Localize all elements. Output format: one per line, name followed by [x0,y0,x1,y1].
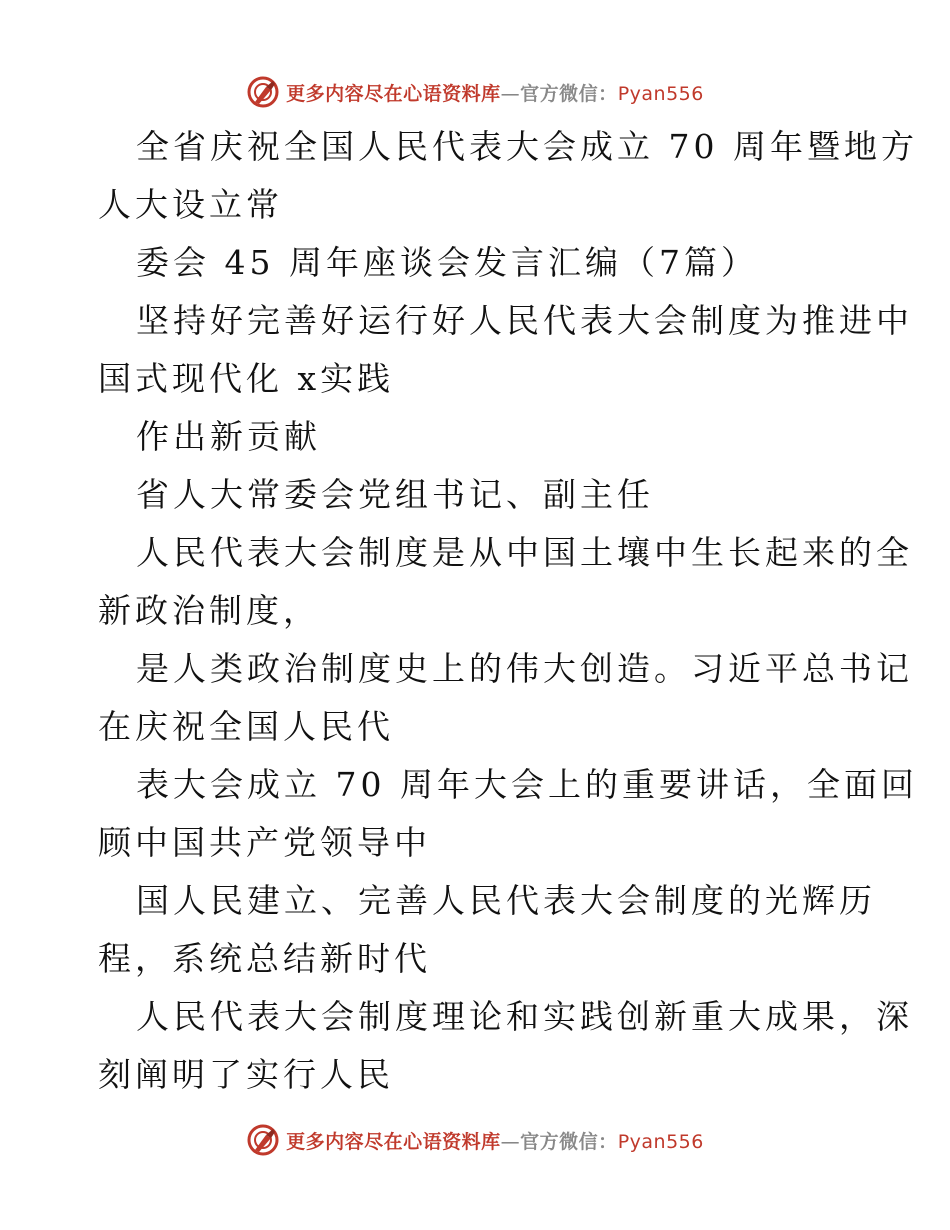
banner-wechat-id: Pyan556 [617,82,704,105]
header-banner [0,70,950,114]
pen-nib-logo-icon [246,75,280,109]
text-line: 在庆祝全国人民代 [98,707,394,746]
banner-official-label: 官方微信： [520,82,618,105]
text-line: 作出新贡献 [136,417,321,456]
banner-text [286,79,704,106]
banner-official-label: 官方微信： [520,1130,618,1153]
banner-dash: — [500,1130,521,1153]
text-line: 委会 45 周年座谈会发言汇编（7篇） [136,243,758,282]
text-line: 程，系统总结新时代 [98,939,431,978]
banner-wechat-id: Pyan556 [617,1130,704,1153]
banner-main-text: 更多内容尽在心语资料库 [286,1130,501,1153]
text-line: 省人大常委会党组书记、副主任 [136,475,654,514]
footer-banner [0,1118,950,1162]
text-line: 刻阐明了实行人民 [98,1055,394,1094]
text-line: 国人民建立、完善人民代表大会制度的光辉历 [136,881,876,920]
text-line: 人大设立常 [98,185,283,224]
text-line: 人民代表大会制度理论和实践创新重大成果，深 [136,997,913,1036]
text-line: 是人类政治制度史上的伟大创造。习近平总书记 [136,649,913,688]
text-line: 全省庆祝全国人民代表大会成立 70 周年暨地方 [136,127,918,166]
text-line: 顾中国共产党领导中 [98,823,431,862]
document-body [98,118,918,1104]
banner-main-text: 更多内容尽在心语资料库 [286,82,501,105]
text-line: 表大会成立 70 周年大会上的重要讲话，全面回 [136,765,918,804]
banner-dash: — [500,82,521,105]
text-line: 国式现代化 x实践 [98,359,395,398]
text-line: 新政治制度， [98,591,320,630]
text-line: 人民代表大会制度是从中国土壤中生长起来的全 [136,533,913,572]
pen-nib-logo-icon [246,1123,280,1157]
banner-text [286,1127,704,1154]
text-line: 坚持好完善好运行好人民代表大会制度为推进中 [136,301,913,340]
